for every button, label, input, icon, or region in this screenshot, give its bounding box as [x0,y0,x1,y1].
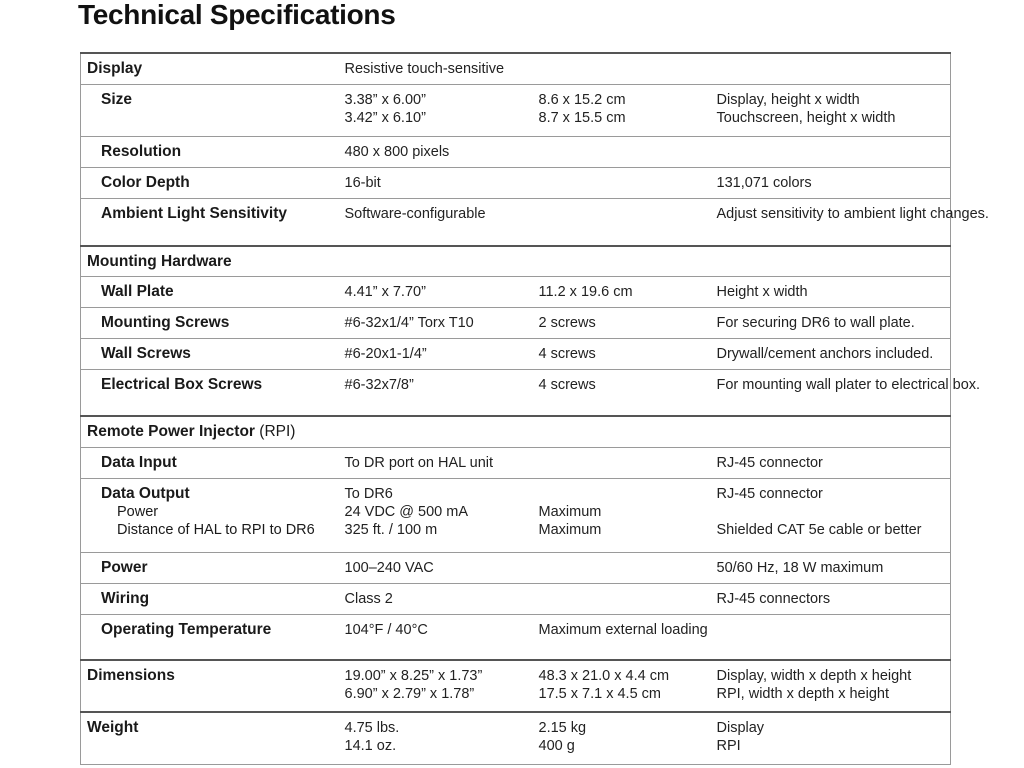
row-display [81,53,951,84]
wall-screws-note: Drywall/cement anchors included. [716,345,934,362]
size-cm: 8.6 x 15.2 cm 8.7 x 15.5 cm [538,91,626,126]
label-size: Size [101,90,133,108]
row-mounting [81,246,951,276]
label-output-distance: Distance of HAL to RPI to DR6 [117,521,315,538]
box-screws-note: For mounting wall plater to electrical box. [716,376,981,393]
row-wall-plate [81,276,951,307]
weight-imperial: 4.75 lbs. 14.1 oz. [344,720,400,754]
label-weight: Weight [87,719,139,736]
label-wiring: Wiring [101,589,150,607]
wall-plate-cm: 11.2 x 19.6 cm [538,283,633,300]
label-ambient-light: Ambient Light Sensitivity [101,204,288,222]
label-dimensions: Dimensions [87,667,175,684]
weight-metric: 2.15 kg 400 g [538,720,587,754]
wall-screws-spec: #6-20x1-1/4” [344,345,427,362]
limits-data-output: Maximum Maximum [538,503,602,538]
label-rpi: Remote Power Injector (RPI) [87,423,296,440]
value-resolution: 480 x 800 pixels [344,143,450,160]
label-operating-temp: Operating Temperature [101,620,272,638]
row-ambient-light [81,198,951,246]
wall-plate-inches: 4.41” x 7.70” [344,283,426,300]
label-output-power: Power [117,503,159,520]
empty-cell [533,198,711,246]
wall-plate-note: Height x width [716,283,808,300]
box-screws-spec: #6-32x7/8” [344,376,414,393]
values-data-output: To DR6 24 VDC @ 500 mA 325 ft. / 100 m [344,485,469,538]
label-wall-plate: Wall Plate [101,282,174,300]
row-power [81,552,951,583]
page-title: Technical Specifications [78,0,396,30]
label-resolution: Resolution [101,142,182,160]
label-power: Power [101,558,148,576]
value-color-depth: 16-bit [344,174,381,191]
row-size [81,84,951,136]
note-power: 50/60 Hz, 18 W maximum [716,559,884,576]
mounting-screws-note: For securing DR6 to wall plate. [716,314,915,331]
mounting-screws-count: 2 screws [538,314,596,331]
limit-operating-temp: Maximum external loading [538,621,708,638]
label-data-input: Data Input [101,453,177,471]
label-wall-screws: Wall Screws [101,344,191,362]
row-wiring [81,583,951,614]
row-weight [81,712,951,764]
dimensions-cm: 48.3 x 21.0 x 4.4 cm 17.5 x 7.1 x 4.5 cm [538,668,670,702]
row-color-depth [81,167,951,198]
value-ambient-light: Software-configurable [344,205,486,222]
row-wall-screws [81,338,951,369]
empty-cell [711,614,951,660]
value-display: Resistive touch-sensitive [344,61,505,77]
row-data-output [81,478,951,552]
note-wiring: RJ-45 connectors [716,590,831,607]
value-data-input: To DR port on HAL unit [344,454,494,471]
notes-data-output: RJ-45 connector Shielded CAT 5e cable or better [716,485,922,538]
mounting-screws-spec: #6-32x1/4” Torx T10 [344,314,474,331]
value-operating-temp: 104°F / 40°C [344,621,428,638]
label-data-output: Data Output Power Distance of HAL to RPI to DR6 [81,478,339,552]
spec-table [80,52,989,765]
dimensions-notes: Display, width x depth x height RPI, width x depth x height [716,668,912,702]
label-color-depth: Color Depth [101,173,190,191]
row-data-input [81,447,951,478]
row-mounting-screws [81,307,951,338]
value-wiring: Class 2 [344,590,393,607]
row-resolution [81,136,951,167]
note-color-depth: 131,071 colors [716,174,812,191]
row-rpi [81,416,951,447]
label-mounting-screws: Mounting Screws [101,313,230,331]
size-inches: 3.38” x 6.00” 3.42” x 6.10” [344,91,426,126]
empty-cell [533,167,711,198]
label-box-screws: Electrical Box Screws [101,375,263,393]
dimensions-inches: 19.00” x 8.25” x 1.73” 6.90” x 2.79” x 1.78” [344,668,483,702]
row-box-screws [81,369,951,416]
label-mounting: Mounting Hardware [87,253,232,270]
weight-notes: Display RPI [716,720,765,754]
label-display: Display [87,60,143,77]
wall-screws-count: 4 screws [538,345,596,362]
row-dimensions [81,660,951,712]
note-data-input: RJ-45 connector [716,454,823,471]
box-screws-count: 4 screws [538,376,596,393]
size-notes: Display, height x width Touchscreen, height x width [716,91,896,126]
note-ambient-light: Adjust sensitivity to ambient light changes. [716,205,989,222]
value-power: 100–240 VAC [344,559,434,576]
row-operating-temp [81,614,951,660]
